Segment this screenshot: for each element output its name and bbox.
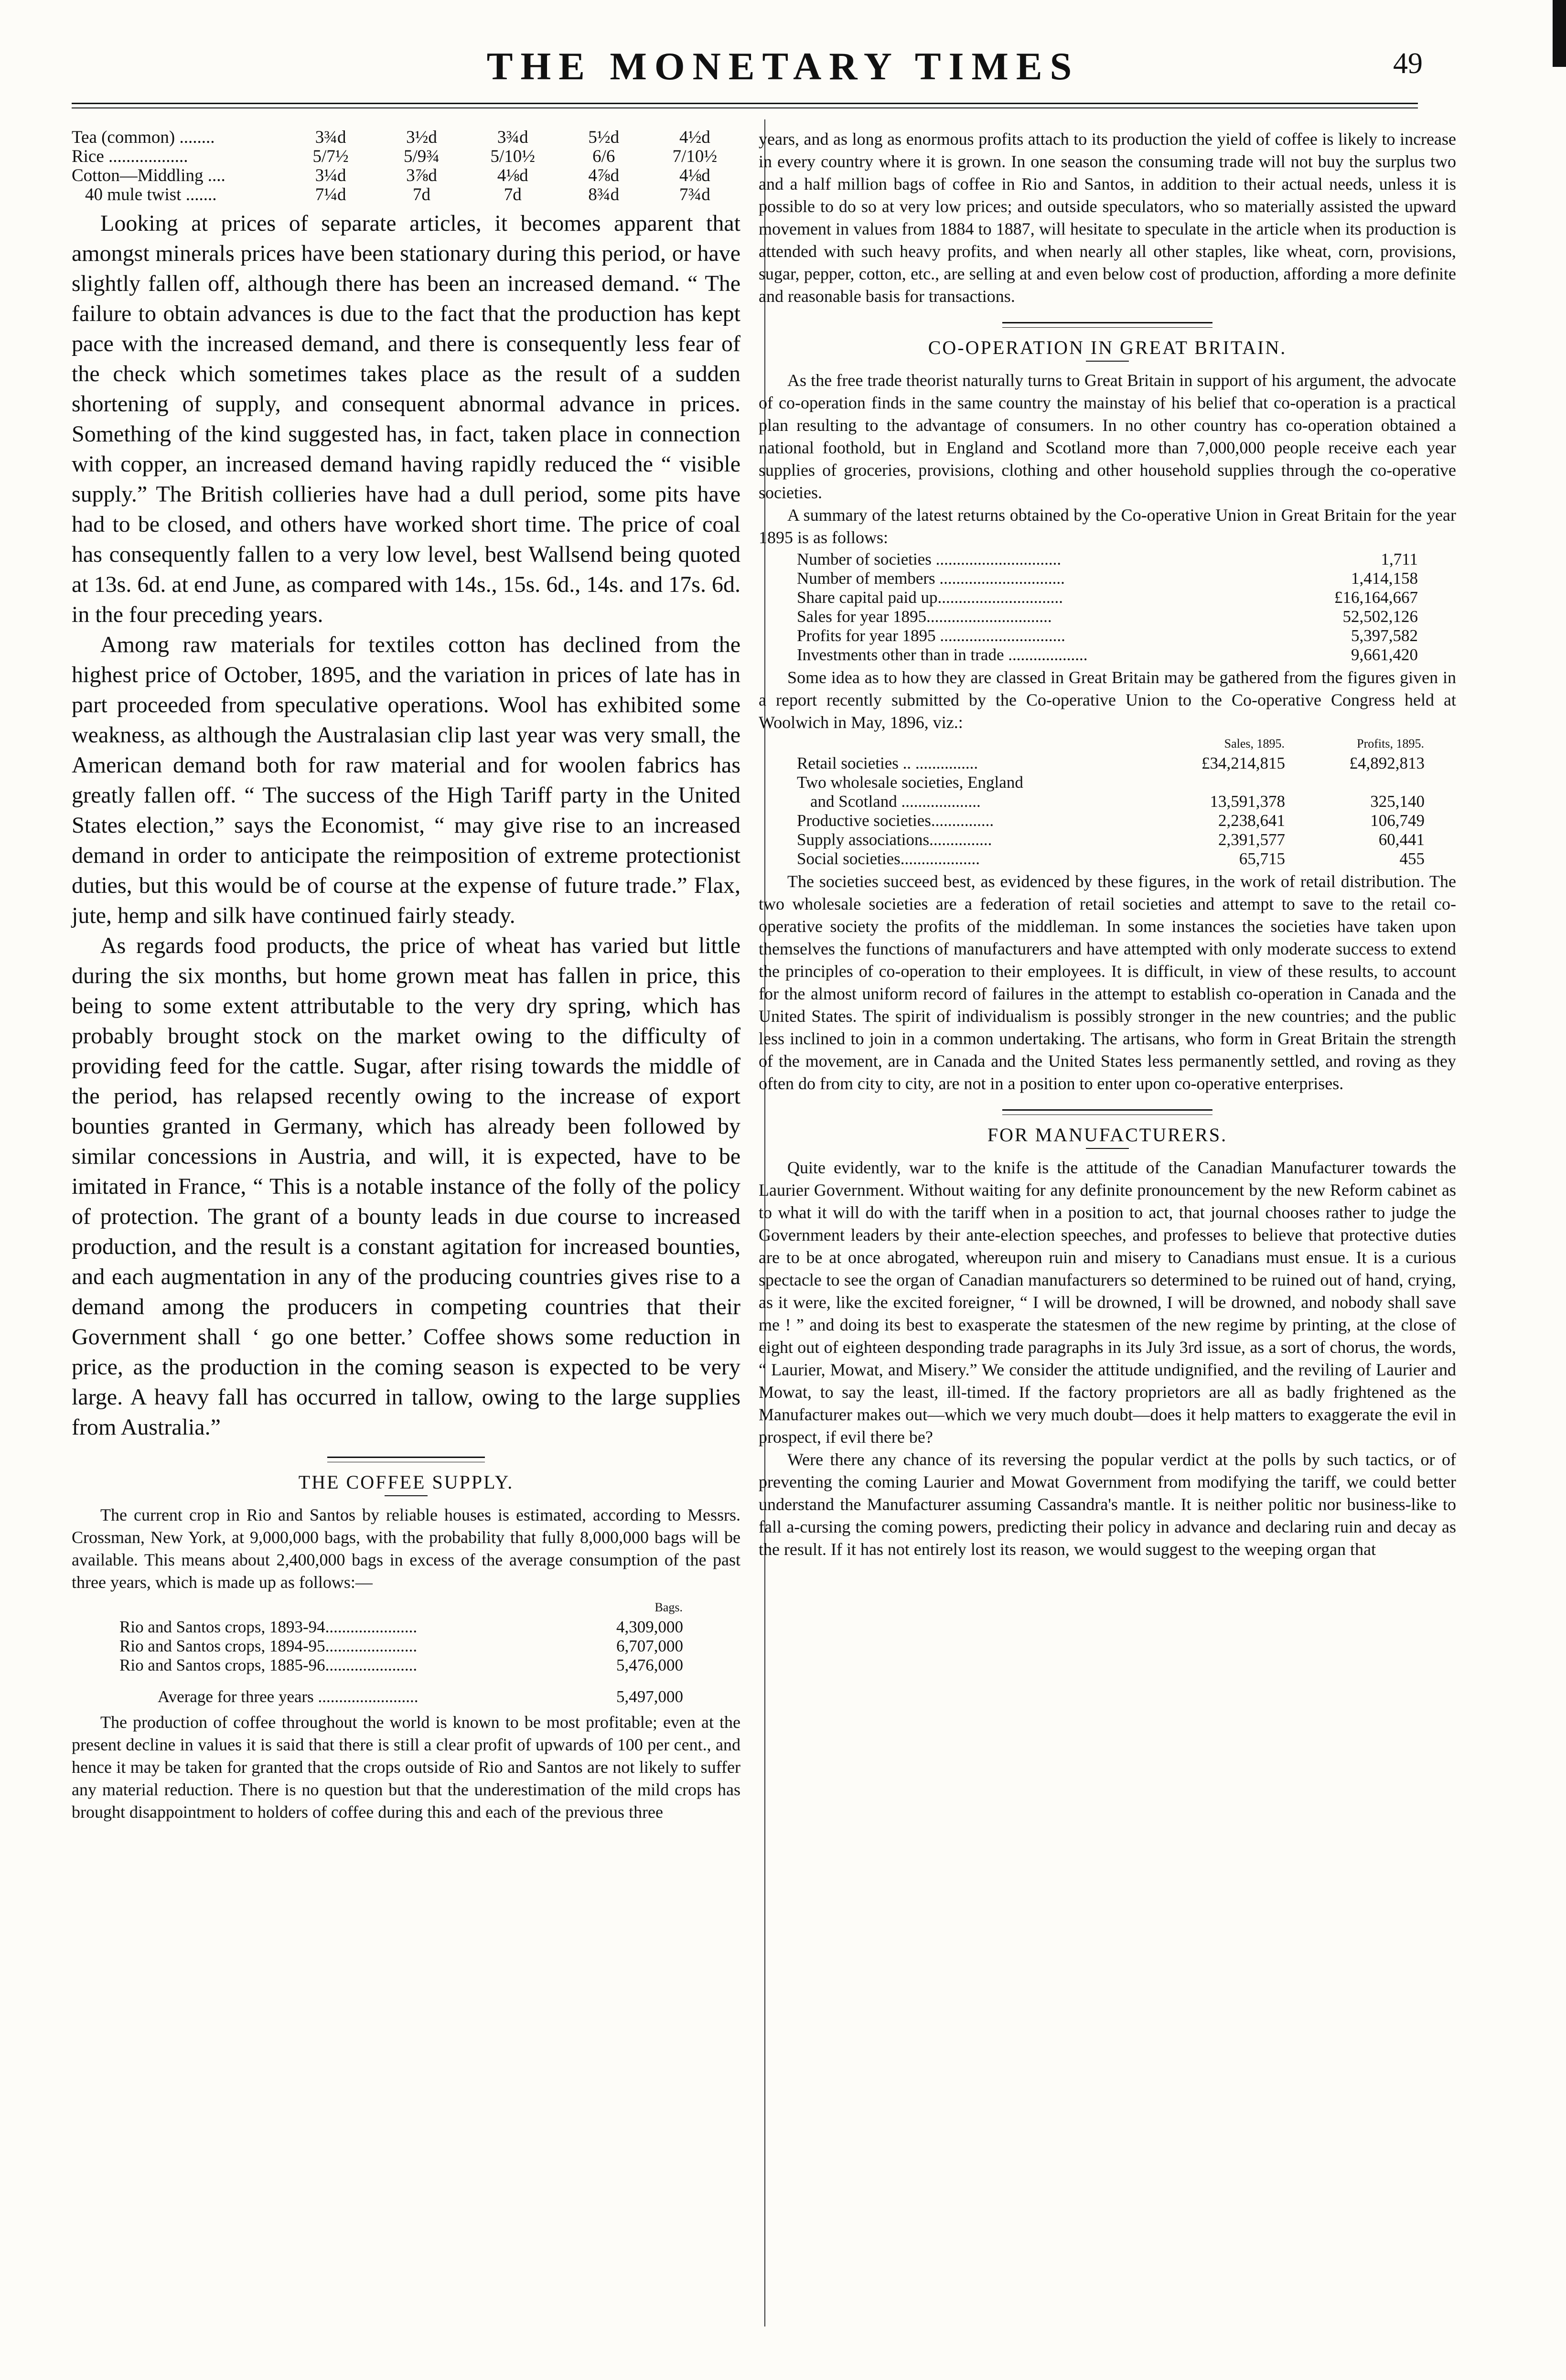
class-profits: 106,749 bbox=[1370, 811, 1425, 830]
table-row bbox=[797, 569, 1418, 588]
price-label: Rice .................. bbox=[72, 147, 188, 166]
crop-label: Rio and Santos crops, 1893-94...................... bbox=[119, 1618, 418, 1636]
class-label: Supply associations............... bbox=[797, 830, 992, 849]
coffee-crops-table bbox=[119, 1597, 683, 1706]
summary-value: 52,502,126 bbox=[1342, 607, 1418, 626]
class-sales: 13,591,378 bbox=[1210, 792, 1285, 811]
coop-paragraph: Some idea as to how they are classed in Great Britain may be gathered from the figures given in a report recently submitted by the Co-operative Union to the Co-operative Congress held at Woolwich in May, 1896, viz.: bbox=[759, 668, 1456, 732]
class-sales: £34,214,815 bbox=[1201, 754, 1285, 772]
class-label: Social societies................... bbox=[797, 849, 980, 868]
table-row bbox=[797, 811, 1425, 830]
bags-header: Bags. bbox=[654, 1600, 683, 1614]
summary-value: £16,164,667 bbox=[1334, 588, 1418, 607]
price-cell: 7/10½ bbox=[672, 147, 718, 166]
table-row bbox=[797, 607, 1418, 626]
table-row bbox=[797, 773, 1425, 792]
article-paragraph: As regards food products, the price of wheat has varied but little during the six months, but home grown meat has fallen in price, this being to some extent attributable to the very dry spring, which has probably brought stock on the market owing to the difficulty of providing feed for the cattle. Sugar, after rising towards the middle of the period, has relapsed recently owing to the increase of export bounties granted in Germany, which has already been followed by similar concessions in Austria, and will, it is expected, have to be imitated in France, “ This is a notable instance of the folly of the policy of protection. The grant of a bounty leads in due course to increased production, and the result is a constant agitation for increased bounties, and each augmentation in any of the producing countries gives rise to a demand among the producers in competing countries that their Government shall ‘ go one better.’ Coffee shows some reduction in price, as the production in the coming season is expected to be very large. A heavy fall has occurred in tallow, owing to the large supplies from Australia.” bbox=[72, 933, 740, 1440]
class-label: Productive societies............... bbox=[797, 811, 994, 830]
table-row bbox=[797, 849, 1425, 868]
summary-label: Number of societies .............................. bbox=[797, 550, 1062, 568]
table-row bbox=[119, 1675, 683, 1706]
coffee-intro: The current crop in Rio and Santos by reliable houses is estimated, according to Messrs. Crossman, New York, at 9,000,000 bags, with the probability that fully 8,000,000 bags will be available. This means about 2,400,000 bags in excess of the average consumption of the past three years, which is made up as follows:— bbox=[72, 1505, 740, 1592]
price-cell: 4⅛d bbox=[497, 166, 528, 185]
average-label: Average for three years ........................ bbox=[158, 1687, 418, 1706]
summary-value: 1,711 bbox=[1381, 550, 1418, 568]
masthead-title: THE MONETARY TIMES bbox=[486, 44, 1080, 88]
class-label: and Scotland ................... bbox=[810, 792, 981, 811]
table-row bbox=[119, 1656, 683, 1675]
summary-value: 9,661,420 bbox=[1351, 645, 1418, 664]
price-cell: 3¾d bbox=[497, 128, 528, 147]
coop-paragraph: The societies succeed best, as evidenced by these figures, in the work of retail distribution. The two wholesale societies are a federation of retail societies and attempt to save to the retail co-operative society the profits of the middleman. In some instances the societies have taken upon themselves the functions of manufacturers and have attempted with only moderate success to extend the principles of co-operation to their employees. It is difficult, in view of these results, to account for the almost uniform record of failures in the attempt to establish co-operation in Canada and the United States. The spirit of individualism is possibly stronger in the new countries; and the public less inclined to join in a common undertaking. The artisans, who form in Great Britain the strength of the movement, are in Canada and the United States less permanently settled, and roving as they often do from city to city, are not in a position to enter upon co-operative enterprises. bbox=[759, 872, 1456, 1093]
crop-value: 5,476,000 bbox=[616, 1656, 683, 1674]
price-cell: 7d bbox=[412, 185, 430, 204]
header-rule-thin bbox=[72, 107, 1418, 108]
section-rule bbox=[327, 1457, 485, 1458]
price-cell: 7¾d bbox=[679, 185, 710, 204]
price-row bbox=[72, 147, 740, 166]
class-label: Retail societies .. ............... bbox=[797, 754, 978, 772]
price-label: Tea (common) ........ bbox=[72, 128, 215, 147]
price-cell: 3½d bbox=[406, 128, 437, 147]
crop-label: Rio and Santos crops, 1885-96...................... bbox=[119, 1656, 418, 1674]
summary-value: 5,397,582 bbox=[1351, 626, 1418, 645]
class-sales: 65,715 bbox=[1239, 849, 1285, 868]
price-label: Cotton—Middling .... bbox=[72, 166, 225, 185]
price-row bbox=[72, 185, 740, 204]
page-number: 49 bbox=[1393, 47, 1423, 80]
class-profits: 60,441 bbox=[1378, 830, 1425, 849]
price-cell: 3⅞d bbox=[406, 166, 437, 185]
coop-summary-table bbox=[797, 550, 1418, 665]
sales-header: Sales, 1895. bbox=[1224, 737, 1285, 750]
coop-classes-table bbox=[797, 734, 1425, 868]
price-table bbox=[72, 128, 740, 204]
coop-paragraph: As the free trade theorist naturally turns to Great Britain in support of his argument, the advocate of co-operation finds in the same country the mainstay of his belief that co-operation is a practical plan resulting to the advantage of consumers. In no other country has co-operation obtained a national foothold, but in England and Scotland more than 7,000,000 people receive each year supplies of groceries, provisions, clothing and other household supplies through the co-operative societies. bbox=[759, 371, 1456, 502]
summary-value: 1,414,158 bbox=[1351, 569, 1418, 588]
table-row bbox=[797, 830, 1425, 849]
crop-value: 6,707,000 bbox=[616, 1637, 683, 1655]
average-value: 5,497,000 bbox=[616, 1687, 683, 1706]
price-cell: 7d bbox=[504, 185, 522, 204]
article-paragraph: Among raw materials for textiles cotton has declined from the highest price of October, 1895, and the variation in prices of late has in part proceeded from speculative operations. Wool has exhibited some weakness, as although the Australasian clip last year was very small, the American demand both for raw material and for woolen fabrics has greatly fallen off. “ The success of the High Tariff party in the United States election,” says the Economist, “ may give rise to an increased demand in order to anticipate the reimposition of extreme protectionist duties, but this would be of course at the expense of future trade.” Flax, jute, hemp and silk have continued fairly steady. bbox=[72, 632, 740, 928]
table-row bbox=[119, 1618, 683, 1637]
class-sales: 2,391,577 bbox=[1218, 830, 1285, 849]
price-label: 40 mule twist ....... bbox=[85, 185, 217, 204]
title-underline bbox=[1086, 361, 1129, 362]
scan-edge-mark bbox=[1553, 0, 1566, 67]
price-cell: 5/10½ bbox=[490, 147, 535, 166]
summary-label: Sales for year 1895.............................. bbox=[797, 607, 1052, 626]
table-row bbox=[797, 645, 1418, 665]
table-header-row bbox=[797, 734, 1425, 754]
class-sales bbox=[1160, 773, 1285, 792]
summary-label: Investments other than in trade ................... bbox=[797, 645, 1088, 664]
section-title-cooperation: CO-OPERATION IN GREAT BRITAIN. bbox=[928, 337, 1287, 358]
class-sales: 2,238,641 bbox=[1218, 811, 1285, 830]
coffee-body: The production of coffee throughout the world is known to be most profitable; even at the present decline in values it is said that there is still a clear profit of upwards of 100 per cent., and hence it may be taken for granted that the crops outside of Rio and Santos are not likely to suffer any material reduction. There is no question but that the underestimation of the mild crops has brought disappointment to holders of coffee during this and each of the previous three bbox=[72, 1713, 740, 1822]
table-row bbox=[119, 1637, 683, 1656]
summary-label: Share capital paid up.............................. bbox=[797, 588, 1063, 607]
class-profits: 325,140 bbox=[1370, 792, 1425, 811]
crop-label: Rio and Santos crops, 1894-95...................... bbox=[119, 1637, 418, 1655]
right-column bbox=[759, 128, 1456, 1561]
summary-label: Number of members .............................. bbox=[797, 569, 1065, 588]
table-row bbox=[797, 626, 1418, 645]
price-cell: 4½d bbox=[679, 128, 710, 147]
summary-label: Profits for year 1895 .............................. bbox=[797, 626, 1065, 645]
price-cell: 3¼d bbox=[315, 166, 346, 185]
manuf-paragraph: Quite evidently, war to the knife is the attitude of the Canadian Manufacturer towards the Laurier Government. Without waiting for any definite pronouncement by the new Reform cabinet as to what it will do with the tariff when in a position to act, that journal chooses rather to judge the Government leaders by their ante-election speeches, and professes to believe that protective duties are to be at once abrogated, whereupon ruin and misery to Canadians must ensue. It is a curious spectacle to see the organ of Canadian manufacturers so determined to be ruined out of hand, crying, as it were, like the excited foreigner, “ I will be drowned, I will be drowned, and nobody shall save me ! ” and doing its best to exasperate the statesmen of the new regime by printing, at the close of eight out of eighteen desponding trade paragraphs in its July 3rd issue, as a sort of chorus, the words, “ Laurier, Mowat, and Misery.” We consider the attitude undignified, and the reviling of Laurier and Mowat, to say the least, ill-timed. If the factory proprietors are all as badly frightened as the Manufacturer makes out—which we very much doubt—does it help matters to exaggerate the evil in prospect, if evil there be? bbox=[759, 1158, 1456, 1447]
page-header bbox=[0, 0, 1566, 110]
table-row bbox=[797, 792, 1425, 811]
header-rule bbox=[72, 103, 1418, 104]
article-paragraph: Looking at prices of separate articles, it becomes apparent that amongst minerals prices have been stationary during this period, or have slightly fallen off, although there has been an increased demand. “ The failure to obtain advances is due to the fact that the production has kept pace with the increased demand, and there is consequently less fear of the check which sometimes takes place as the result of a sudden shortening of supply, and consequent abnormal advance in prices. Something of the kind suggested has, in fact, taken place in connection with copper, an increased demand having rapidly reduced the “ visible supply.” The British collieries have had a dull period, some pits have had to be closed, and others have worked short time. The price of coal has consequently fallen to a very low level, best Wallsend being quoted at 13s. 6d. at end June, as compared with 14s., 15s. 6d., 14s. and 17s. 6d. in the four preceding years. bbox=[72, 211, 740, 627]
section-rule bbox=[1002, 322, 1212, 323]
class-profits: £4,892,813 bbox=[1349, 754, 1425, 772]
price-cell: 8¾d bbox=[588, 185, 620, 204]
section-title-coffee: THE COFFEE SUPPLY. bbox=[298, 1471, 514, 1493]
section-rule-thin bbox=[1002, 327, 1212, 328]
crop-value: 4,309,000 bbox=[616, 1618, 683, 1636]
price-cell: 7¼d bbox=[315, 185, 346, 204]
table-row bbox=[797, 754, 1425, 773]
manuf-paragraph: Were there any chance of its reversing the popular verdict at the polls by such tactics, or of preventing the coming Laurier and Mowat Government from modifying the tariff, we could better understand the Manufacturer assuming Cassandra's mantle. It is neither politic nor business-like to fall a-cursing the coming powers, predicting their policy in advance and declaring ruin and decay as the result. If it has not entirely lost its reason, we would suggest to the weeping organ that bbox=[759, 1450, 1456, 1559]
coffee-continuation: years, and as long as enormous profits attach to its production the yield of coffee is likely to increase in every country where it is grown. In one season the consuming trade will not buy the surplus two and a half million bags of coffee in Rio and Santos, in addition to their actual needs, unless it is possible to do so at very low prices; and outside speculators, who so materially assisted the upward movement in values from 1884 to 1887, will hesitate to speculate in the article when its production is attended with such heavy profits, and when nearly all other staples, like wheat, corn, provisions, sugar, pepper, cotton, etc., are selling at and even below cost of production, affording a more definite and reasonable basis for transactions. bbox=[759, 129, 1456, 306]
price-cell: 4⅞d bbox=[588, 166, 620, 185]
section-title-manufacturers: FOR MANUFACTURERS. bbox=[987, 1124, 1228, 1146]
price-cell: 3¾d bbox=[315, 128, 346, 147]
price-cell: 5½d bbox=[588, 128, 620, 147]
table-row bbox=[797, 550, 1418, 569]
price-cell: 5/7½ bbox=[312, 147, 349, 166]
price-cell: 5/9¾ bbox=[403, 147, 440, 166]
section-rule bbox=[1002, 1109, 1212, 1111]
price-cell: 6/6 bbox=[592, 147, 615, 166]
profits-header: Profits, 1895. bbox=[1357, 737, 1424, 750]
left-column bbox=[72, 128, 740, 1823]
class-profits bbox=[1285, 773, 1425, 792]
price-cell: 4⅛d bbox=[679, 166, 710, 185]
price-row bbox=[72, 128, 740, 147]
class-label: Two wholesale societies, England bbox=[797, 773, 1023, 792]
price-row bbox=[72, 166, 740, 185]
table-row bbox=[797, 588, 1418, 607]
class-profits: 455 bbox=[1399, 849, 1425, 868]
title-underline bbox=[385, 1495, 428, 1496]
coop-paragraph: A summary of the latest returns obtained by the Co-operative Union in Great Britain for the year 1895 is as follows: bbox=[759, 505, 1456, 547]
title-underline bbox=[1086, 1148, 1129, 1149]
